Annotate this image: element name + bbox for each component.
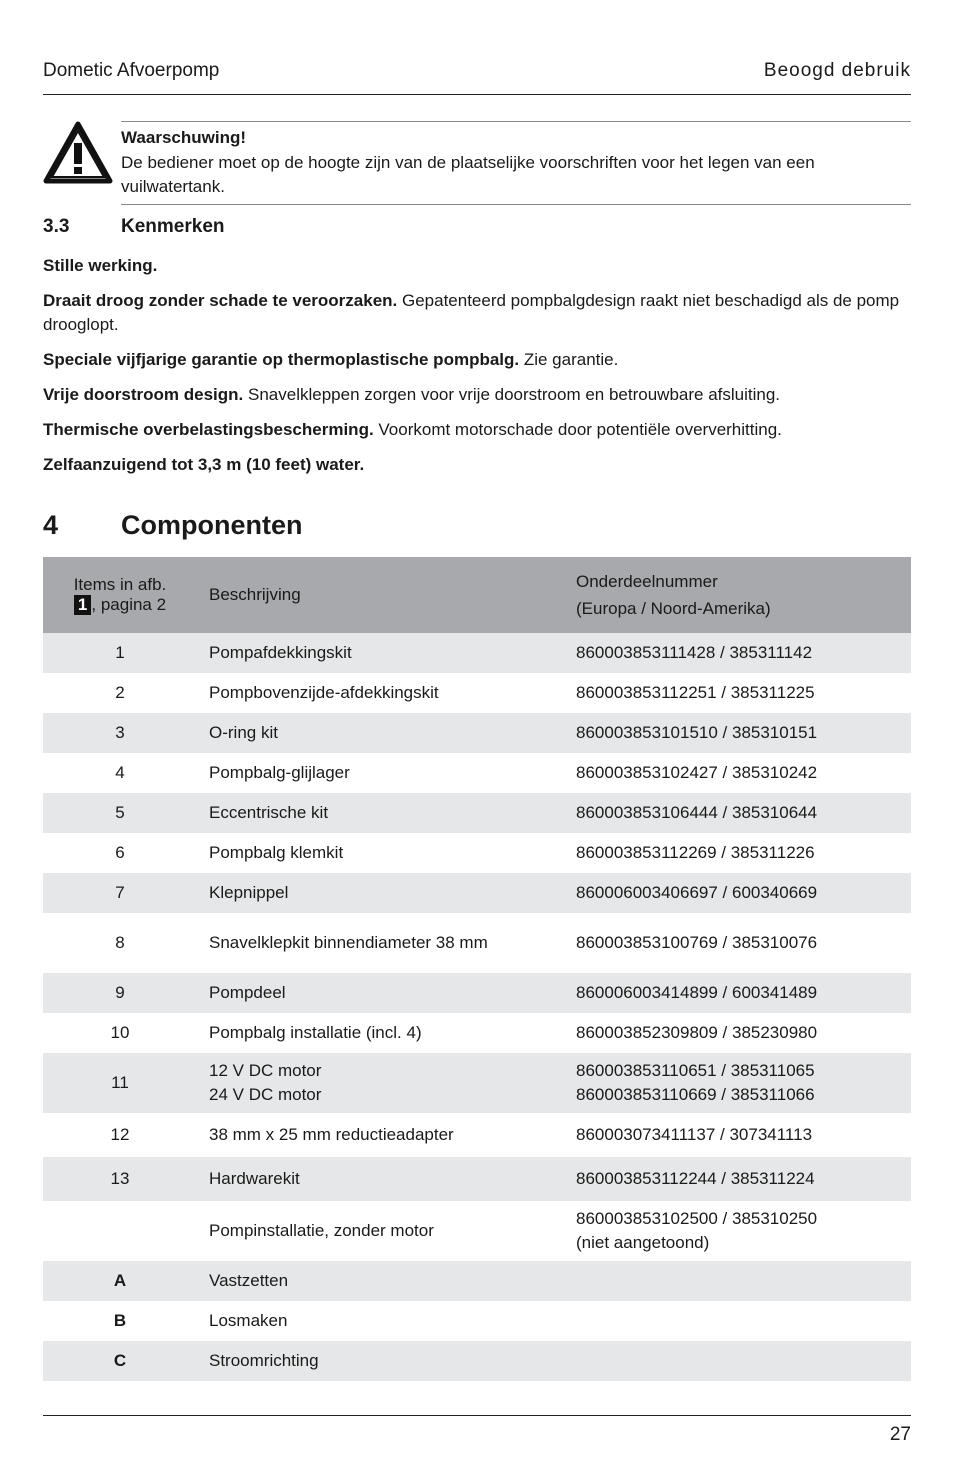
feature-paragraph [43, 254, 911, 278]
feature-paragraph [43, 383, 911, 407]
cell-desc: Eccentrische kit [197, 793, 564, 833]
cell-part [564, 1053, 911, 1113]
feature-text: Zie garantie. [519, 350, 619, 369]
table-row [43, 793, 911, 833]
feature-bold: Zelfaanzuigend tot 3,3 m (10 feet) water. [43, 455, 365, 474]
table-row [43, 1341, 911, 1381]
cell-item: 12 [110, 1125, 130, 1144]
feature-paragraph [43, 289, 911, 337]
cell-item: 4 [115, 763, 125, 782]
cell-item: 6 [115, 843, 125, 862]
cell-desc: Vastzetten [197, 1261, 564, 1301]
feature-bold: Speciale vijfjarige garantie op thermoplastische pompbalg. [43, 350, 520, 369]
table-row [43, 1157, 911, 1201]
cell-item [43, 1201, 197, 1261]
cell-desc [197, 1053, 564, 1113]
cell-desc-line: 24 V DC motor [209, 1085, 322, 1104]
cell-desc: Stroomrichting [197, 1341, 564, 1381]
cell-part-line: 860003853110669 / 385311066 [576, 1085, 815, 1104]
header-section: Beoogd debruik [763, 60, 911, 81]
warning-box [121, 121, 911, 205]
header-items-page: , pagina 2 [91, 595, 167, 614]
feature-paragraph [43, 418, 911, 442]
table-row [43, 1301, 911, 1341]
warning-title: Waarschuwing! [121, 128, 246, 147]
section-title: Componenten [121, 510, 303, 540]
cell-part: 860003853111428 / 385311142 [564, 633, 911, 673]
cell-desc: O-ring kit [197, 713, 564, 753]
features-list [43, 254, 911, 488]
cell-item: 1 [43, 633, 197, 673]
header-part-number [564, 557, 911, 633]
cell-part-line: 860003853110651 / 385311065 [576, 1061, 815, 1080]
cell-item: 8 [115, 933, 125, 952]
header-part-line2: (Europa / Noord-Amerika) [576, 599, 771, 618]
header-description: Beschrijving [197, 557, 564, 633]
cell-item: C [43, 1341, 197, 1381]
cell-item: B [113, 1311, 127, 1330]
cell-desc: Pompbalg-glijlager [209, 763, 350, 782]
header-items-line1: Items in afb. [73, 575, 167, 594]
cell-desc: Losmaken [209, 1311, 288, 1330]
cell-part [564, 1261, 911, 1301]
cell-part [564, 1201, 911, 1261]
cell-part: 860003853106444 / 385310644 [564, 793, 911, 833]
feature-bold: Stille werking. [43, 256, 158, 275]
cell-part: 860003853112251 / 385311225 [576, 683, 815, 702]
cell-desc: Pompafdekkingskit [197, 633, 564, 673]
table-header-row [43, 557, 911, 633]
table-row [43, 673, 911, 713]
section-number: 3.3 [43, 216, 70, 237]
cell-part: 860003853112244 / 385311224 [564, 1157, 911, 1201]
warning-text: De bediener moet op de hoogte zijn van de plaatselijke voorschriften voor het legen van een vuilwatertank. [121, 153, 815, 196]
feature-text: Gepatenteerd pompbalgdesign raakt niet beschadigd als de pomp drooglopt. [43, 291, 900, 334]
section-title: Kenmerken [121, 216, 225, 237]
cell-item: 5 [43, 793, 197, 833]
cell-part: 860003853112269 / 385311226 [576, 843, 815, 862]
feature-paragraph [43, 348, 911, 372]
page-number: 27 [889, 1424, 911, 1445]
cell-item: 9 [43, 973, 197, 1013]
table-row [43, 1201, 911, 1261]
cell-item: 13 [43, 1157, 197, 1201]
figure-badge: 1 [74, 595, 91, 615]
cell-item: 3 [43, 713, 197, 753]
table-row [43, 1113, 911, 1157]
cell-part: 860003073411137 / 307341113 [576, 1125, 813, 1144]
cell-part: 860006003406697 / 600340669 [564, 873, 911, 913]
table-row [43, 873, 911, 913]
cell-item: 11 [43, 1053, 197, 1113]
cell-item: 2 [115, 683, 125, 702]
cell-part: 860003852309809 / 385230980 [576, 1023, 818, 1042]
cell-desc: Snavelklepkit binnendiameter 38 mm [209, 933, 488, 952]
header-items [43, 557, 197, 633]
feature-text: Snavelkleppen zorgen voor vrije doorstroom en betrouwbare afsluiting. [243, 385, 781, 404]
cell-part [564, 1341, 911, 1381]
cell-desc: Pompbalg klemkit [209, 843, 344, 862]
cell-part-line: (niet aangetoond) [576, 1233, 710, 1252]
components-table [43, 557, 911, 1381]
cell-desc: Pompinstallatie, zonder motor [209, 1221, 434, 1240]
feature-bold: Vrije doorstroom design. [43, 385, 244, 404]
cell-part: 860003853102427 / 385310242 [576, 763, 818, 782]
cell-item: 7 [43, 873, 197, 913]
cell-part [564, 1301, 911, 1341]
cell-item: 10 [110, 1023, 130, 1042]
table-row [43, 913, 911, 973]
warning-block [43, 121, 911, 205]
table-row [43, 1053, 911, 1113]
table-row [43, 713, 911, 753]
table-row [43, 973, 911, 1013]
table-row [43, 833, 911, 873]
cell-desc: Pompbalg installatie (incl. 4) [209, 1023, 422, 1042]
table-row [43, 1261, 911, 1301]
feature-bold: Draait droog zonder schade te veroorzaken. [43, 291, 398, 310]
cell-item: A [43, 1261, 197, 1301]
page-footer [43, 1415, 911, 1445]
feature-paragraph [43, 453, 911, 477]
section-number: 4 [43, 510, 59, 540]
feature-text: Voorkomt motorschade door potentiële oververhitting. [373, 420, 782, 439]
page-header [43, 60, 911, 95]
header-items-line2 [43, 595, 197, 615]
cell-desc: 38 mm x 25 mm reductieadapter [209, 1125, 454, 1144]
table-row [43, 1013, 911, 1053]
table-row [43, 633, 911, 673]
cell-desc: Hardwarekit [197, 1157, 564, 1201]
cell-part: 860006003414899 / 600341489 [564, 973, 911, 1013]
cell-desc: Pompdeel [197, 973, 564, 1013]
cell-desc: Pompbovenzijde-afdekkingskit [209, 683, 439, 702]
cell-part: 860003853100769 / 385310076 [576, 933, 818, 952]
cell-desc-line: 12 V DC motor [209, 1061, 322, 1080]
table-row [43, 753, 911, 793]
cell-desc: Klepnippel [197, 873, 564, 913]
cell-part-line: 860003853102500 / 385310250 [576, 1209, 818, 1228]
warning-icon [43, 121, 113, 185]
feature-bold: Thermische overbelastingsbescherming. [43, 420, 374, 439]
header-title: Dometic Afvoerpomp [43, 60, 220, 81]
cell-part: 860003853101510 / 385310151 [564, 713, 911, 753]
header-part-line1: Onderdeelnummer [576, 572, 718, 591]
